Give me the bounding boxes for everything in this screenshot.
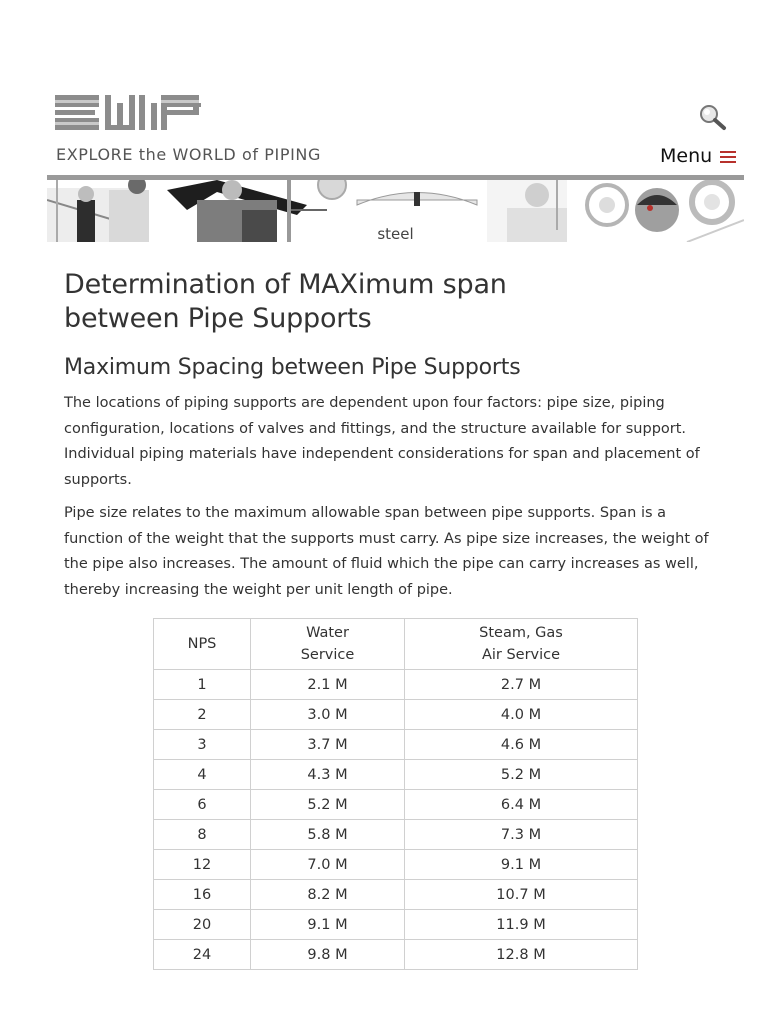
cell-water: 9.1 M — [251, 910, 405, 940]
cell-water: 5.8 M — [251, 820, 405, 850]
column-header-water — [251, 619, 405, 670]
cell-steam: 6.4 M — [405, 790, 638, 820]
cell-steam: 4.6 M — [405, 730, 638, 760]
column-header-nps — [154, 619, 251, 670]
page-title: Determination of MAXimum span between Pipe Supports — [64, 269, 507, 334]
hero-banner — [47, 180, 744, 242]
paragraph: Pipe size relates to the maximum allowable span between pipe supports. Span is a function of the weight that the supports must carry. As pipe size increases, the weight of the pipe also increases. The amount of fluid which the pipe can carry increases as well, thereby increasing the weight per unit length of pipe. — [64, 505, 709, 598]
table-row — [154, 730, 638, 760]
cell-nps: 4 — [154, 760, 251, 790]
search-magnifier-icon — [697, 103, 727, 131]
cell-nps: 12 — [154, 850, 251, 880]
cell-water: 5.2 M — [251, 790, 405, 820]
cell-nps: 3 — [154, 730, 251, 760]
cell-nps: 20 — [154, 910, 251, 940]
site-tagline: EXPLORE the WORLD of PIPING — [56, 145, 321, 164]
paragraph: The locations of piping supports are dependent upon four factors: pipe size, piping configuration, locations of valves and fittings, and the structure available for support. Individual piping materials have independent considerations for span and placement of supports. — [64, 395, 700, 488]
table-row — [154, 940, 638, 970]
cell-steam: 7.3 M — [405, 820, 638, 850]
menu-button[interactable] — [660, 145, 736, 167]
table-row — [154, 790, 638, 820]
cell-steam: 5.2 M — [405, 760, 638, 790]
table-row — [154, 850, 638, 880]
cell-water: 2.1 M — [251, 670, 405, 700]
cell-steam: 11.9 M — [405, 910, 638, 940]
cell-steam: 10.7 M — [405, 880, 638, 910]
hamburger-icon — [720, 151, 736, 163]
column-header-label: Service — [300, 647, 355, 663]
article-content — [64, 268, 724, 603]
cell-nps: 24 — [154, 940, 251, 970]
cell-steam: 9.1 M — [405, 850, 638, 880]
menu-label: Menu — [660, 145, 713, 167]
section-title: Maximum Spacing between Pipe Supports — [64, 355, 521, 380]
cell-steam: 4.0 M — [405, 700, 638, 730]
column-header-label: NPS — [187, 636, 217, 652]
cell-water: 7.0 M — [251, 850, 405, 880]
cell-nps: 6 — [154, 790, 251, 820]
cell-water: 3.7 M — [251, 730, 405, 760]
column-header-label: Air Service — [481, 647, 561, 663]
table-row — [154, 670, 638, 700]
search-button[interactable] — [697, 103, 727, 131]
cell-water: 4.3 M — [251, 760, 405, 790]
banner-caption: steel — [377, 225, 414, 242]
column-header-label: Steam, Gas — [479, 625, 563, 641]
column-header-steam — [405, 619, 638, 670]
cell-steam: 2.7 M — [405, 670, 638, 700]
ewp-logo-icon — [55, 95, 201, 131]
cell-nps: 1 — [154, 670, 251, 700]
table-row — [154, 820, 638, 850]
cell-nps: 2 — [154, 700, 251, 730]
ewp-logo[interactable] — [55, 95, 201, 131]
column-header-label: Water — [306, 625, 349, 641]
table-header-row — [154, 619, 638, 670]
cell-nps: 8 — [154, 820, 251, 850]
cell-nps: 16 — [154, 880, 251, 910]
cell-water: 9.8 M — [251, 940, 405, 970]
table-row — [154, 760, 638, 790]
pipe-span-table — [153, 618, 638, 970]
table-row — [154, 700, 638, 730]
cell-steam: 12.8 M — [405, 940, 638, 970]
cell-water: 3.0 M — [251, 700, 405, 730]
span-table-wrapper — [153, 618, 638, 970]
table-row — [154, 880, 638, 910]
table-row — [154, 910, 638, 940]
cell-water: 8.2 M — [251, 880, 405, 910]
